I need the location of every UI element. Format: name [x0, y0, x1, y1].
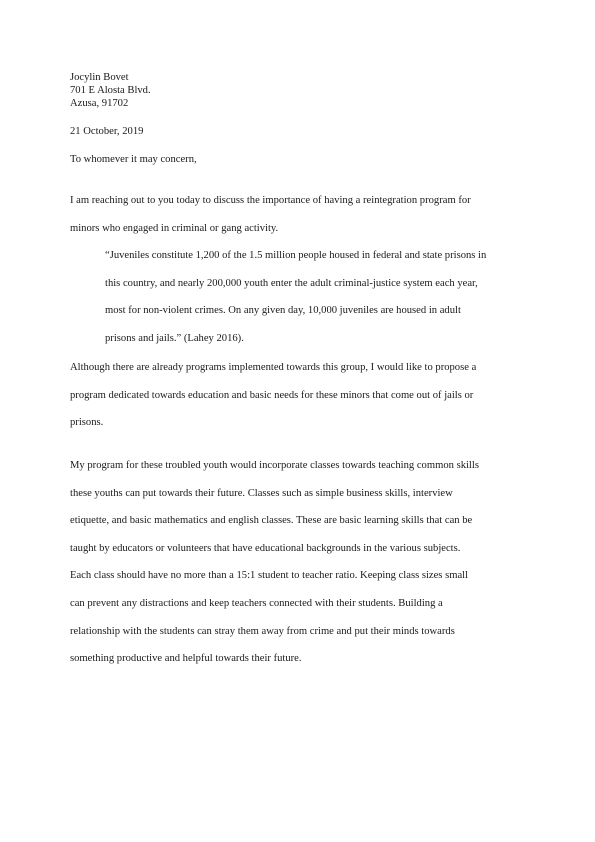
- intro-line: minors who engaged in criminal or gang activity.: [70, 222, 279, 234]
- salutation: To whomever it may concern,: [70, 154, 197, 165]
- program-line: something productive and helpful towards their future.: [70, 653, 302, 665]
- quote-line: prisons and jails.” (Lahey 2016).: [105, 332, 244, 344]
- quote-line: “Juveniles constitute 1,200 of the 1.5 million people housed in federal and state prisons in: [105, 250, 487, 261]
- proposal-paragraph: [70, 354, 540, 437]
- proposal-line: Although there are already programs implemented towards this group, I would like to propose a: [70, 362, 477, 373]
- program-line: relationship with the students can stray them away from crime and put their minds towards: [70, 625, 455, 637]
- program-line: these youths can put towards their future. Classes such as simple business skills, interview: [70, 487, 453, 499]
- sender-street: 701 E Alosta Blvd.: [70, 85, 151, 97]
- program-line: etiquette, and basic mathematics and english classes. These are basic learning skills that can be: [70, 515, 473, 527]
- quote-line: this country, and nearly 200,000 youth enter the adult criminal-justice system each year,: [105, 277, 478, 289]
- letter-date: 21 October, 2019: [70, 126, 144, 137]
- sender-city: Azusa, 91702: [70, 98, 129, 110]
- program-paragraph: [70, 452, 540, 673]
- program-line: can prevent any distractions and keep teachers connected with their students. Building a: [70, 597, 443, 609]
- block-quote: [105, 242, 486, 352]
- sender-name: Jocylin Bovet: [70, 72, 129, 83]
- quote-line: most for non-violent crimes. On any given day, 10,000 juveniles are housed in adult: [105, 305, 461, 317]
- program-line: taught by educators or volunteers that have educational backgrounds in the various subjects.: [70, 542, 461, 554]
- sender-address: [70, 71, 151, 111]
- program-line: Each class should have no more than a 15:1 student to teacher ratio. Keeping class sizes small: [70, 570, 469, 582]
- proposal-line: program dedicated towards education and basic needs for these minors that come out of jails or: [70, 389, 474, 401]
- intro-line: I am reaching out to you today to discuss the importance of having a reintegration program for: [70, 195, 471, 206]
- intro-paragraph: [70, 187, 540, 242]
- proposal-line: prisons.: [70, 417, 104, 429]
- program-line: My program for these troubled youth would incorporate classes towards teaching common skills: [70, 460, 479, 471]
